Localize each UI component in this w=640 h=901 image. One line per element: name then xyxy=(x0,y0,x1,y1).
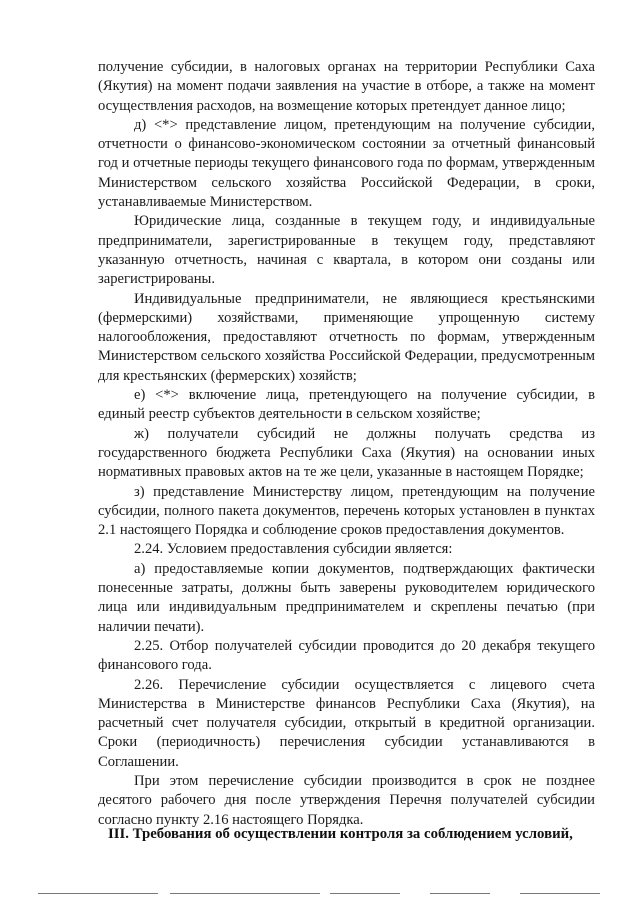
paragraph-individual-entrepreneurs: Индивидуальные предприниматели, не являющиеся крестьянскими (фермерскими) хозяйствами, применяющие упрощенную систему налогообложения, предоставляют отчетность по формам, утвержденным Министерством сельского хозяйства Российской Федерации, предусмотренным для крестьянских (фермерских) хозяйств; xyxy=(98,290,595,384)
paragraph-item-zh: ж) получатели субсидий не должны получать средства из государственного бюджета Республики Саха (Якутия) на основании иных нормативных правовых актов на те же цели, указанные в настоящем Порядке; xyxy=(98,425,595,481)
paragraph-item-z: з) представление Министерству лицом, претендующим на получение субсидии, полного пакета документов, перечень которых установлен в пунктах 2.1 настоящего Порядка и соблюдение сроков предоставления документов. xyxy=(98,483,595,539)
section-heading: III. Требования об осуществлении контроля за соблюдением условий, xyxy=(108,826,573,842)
paragraph-item-d: д) <*> представление лицом, претендующим на получение субсидии, отчетности о финансово-экономическом состоянии за отчетный финансовый год и отчетные периоды текущего финансового года по формам, утвержденным Министерством сельского хозяйства Российской Федерации, в сроки, устанавливаемые Министерством. xyxy=(98,116,595,211)
edge-line-segment xyxy=(430,893,490,894)
page-bottom-edge xyxy=(0,889,640,901)
paragraph-legal-entities: Юридические лица, созданные в текущем году, и индивидуальные предприниматели, зарегистрированные в текущем году, представляют указанную отчетность, начиная с квартала, в котором они созданы или зарегистрированы. xyxy=(98,213,595,288)
paragraph-transfer-deadline: При этом перечисление субсидии производится в срок не позднее десятого рабочего дня после утверждения Перечня получателей субсидии согласно пункту 2.16 настоящего Порядка. xyxy=(98,772,595,828)
edge-line-segment xyxy=(330,893,400,894)
paragraph-2-25: 2.25. Отбор получателей субсидии проводится до 20 декабря текущего финансового года. xyxy=(98,637,595,674)
edge-line-segment xyxy=(170,893,320,894)
edge-line-segment xyxy=(38,893,158,894)
paragraph-2-26: 2.26. Перечисление субсидии осуществляется с лицевого счета Министерства в Министерстве финансов Республики Саха (Якутия), на расчетный счет получателя субсидии, открытый в кредитной организации. Сроки (периодичность) перечисления субсидии устанавливаются в Соглашении. xyxy=(98,676,595,770)
paragraph-continuation: получение субсидии, в налоговых органах на территории Республики Саха (Якутия) на момент подачи заявления на участие в отборе, а также на момент осуществления расходов, на возмещение которых претендует данное лицо; xyxy=(98,59,595,114)
paragraph-2-24: 2.24. Условием предоставления субсидии является: xyxy=(134,541,453,558)
paragraph-item-e: е) <*> включение лица, претендующего на получение субсидии, в единый реестр субъектов деятельности в сельском хозяйстве; xyxy=(98,387,595,423)
document-body xyxy=(98,58,595,830)
edge-line-segment xyxy=(520,893,600,894)
paragraph-item-a: а) предоставляемые копии документов, подтверждающих фактически понесенные затраты, должны быть заверены руководителем юридического лица или индивидуальным предпринимателем и скреплены печатью (при наличии печати). xyxy=(98,560,595,635)
